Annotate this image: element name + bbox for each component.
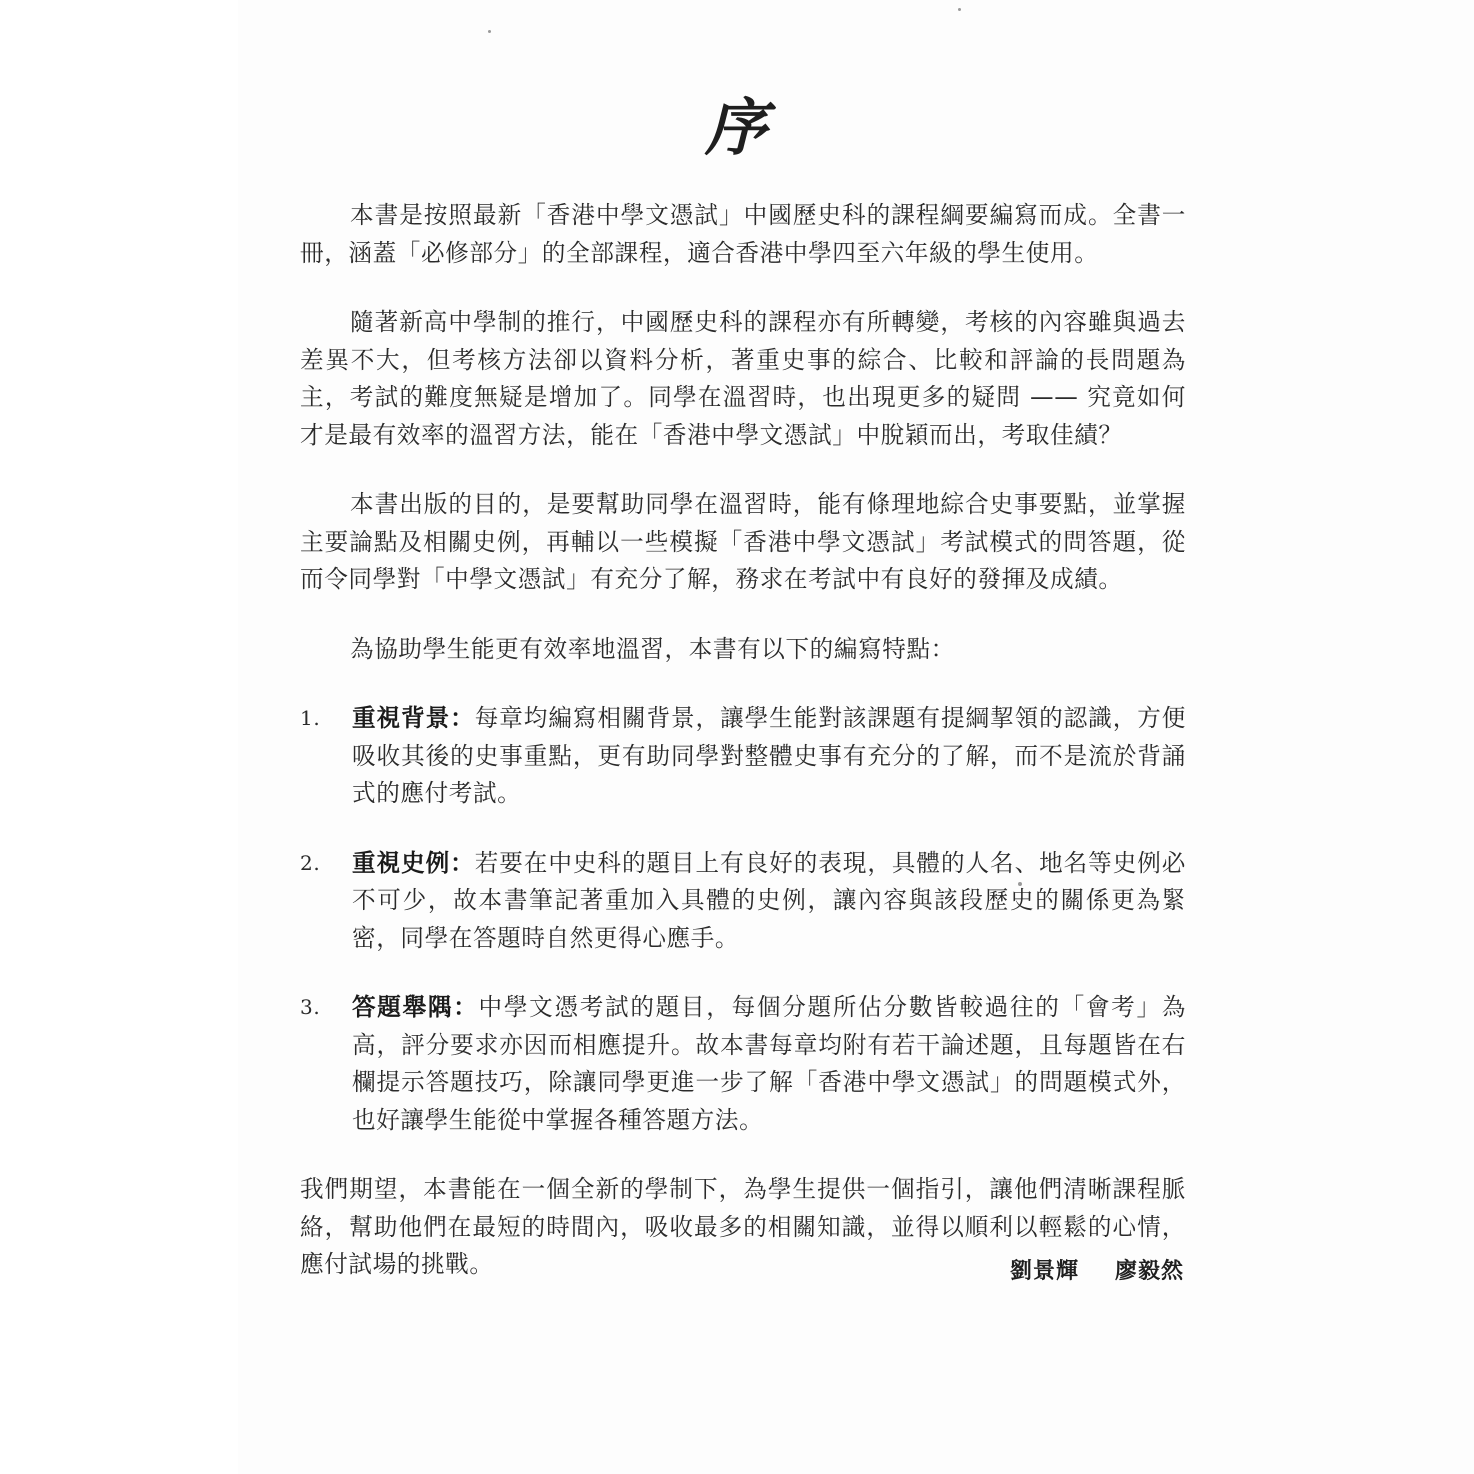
author-signatures xyxy=(974,1254,1184,1285)
paragraph-features-lead: 為協助學生能更有效率地溫習，本書有以下的編寫特點： xyxy=(350,634,955,663)
feature-text: 若要在中史科的題目上有良好的表現，具體的人名、地名等史例必不可少，故本書筆記著重加入具體的史例，讓內容與該段歷史的關係更為緊密，同學在答題時自然更得心應手。 xyxy=(352,848,1186,952)
feature-item-examples xyxy=(300,845,1186,958)
author-name: 劉景輝 xyxy=(1009,1258,1079,1284)
paragraph-closing: 我們期望，本書能在一個全新的學制下，為學生提供一個指引，讓他們清晰課程脈絡，幫助他們在最短的時間內，吸收最多的相關知識，並得以順利以輕鬆的心情，應付試場的挑戰。 xyxy=(300,1175,1186,1278)
paragraph-intro: 本書是按照最新「香港中學文憑試」中國歷史科的課程綱要編寫而成。全書一冊，涵蓋「必修部分」的全部課程，適合香港中學四至六年級的學生使用。 xyxy=(300,201,1186,267)
feature-text: 每章均編寫相關背景，讓學生能對該課題有提綱挈領的認識，方便吸收其後的史事重點，更有助同學對整體史事有充分的了解，而不是流於背誦式的應付考試。 xyxy=(352,704,1186,807)
paragraph-purpose: 本書出版的目的，是要幫助同學在溫習時，能有條理地綜合史事要點，並掌握主要論點及相關史例，再輔以一些模擬「香港中學文憑試」考試模式的問答題，從而令同學對「中學文憑試」有充分了解，務求在考試中有良好的發揮及成績。 xyxy=(300,490,1186,593)
page-title: 序 xyxy=(704,91,769,164)
paragraph-background: 隨著新高中學制的推行，中國歷史科的課程亦有所轉變，考核的內容雖與過去差異不大，但考核方法卻以資料分析，著重史事的綜合、比較和評論的長問題為主，考試的難度無疑是增加了。同學在溫習時，也出現更多的疑問 —— 究竟如何才是最有效率的溫習方法，能在「香港中學文憑試」中脫穎而出，考取佳績？ xyxy=(300,308,1186,449)
feature-number: 3. xyxy=(300,995,321,1019)
feature-item-answering xyxy=(300,989,1186,1139)
feature-number: 1. xyxy=(300,706,321,730)
feature-title: 重視史例： xyxy=(352,848,475,877)
scan-margin xyxy=(0,0,239,1474)
scan-speck xyxy=(958,8,961,11)
feature-item-background xyxy=(300,700,1186,813)
author-name: 廖毅然 xyxy=(1114,1258,1184,1284)
scan-speck xyxy=(488,30,491,33)
feature-text: 中學文憑考試的題目，每個分題所佔分數皆較過往的「會考」為高，評分要求亦因而相應提升。故本書每章均附有若干論述題，且每題皆在右欄提示答題技巧，除讓同學更進一步了解「香港中學文憑試」的問題模式外，也好讓學生能從中掌握各種答題方法。 xyxy=(352,993,1186,1134)
feature-title: 答題舉隅： xyxy=(352,993,479,1021)
feature-title: 重視背景： xyxy=(352,704,475,732)
preface-body xyxy=(300,197,1186,1316)
feature-number: 2. xyxy=(300,850,321,875)
